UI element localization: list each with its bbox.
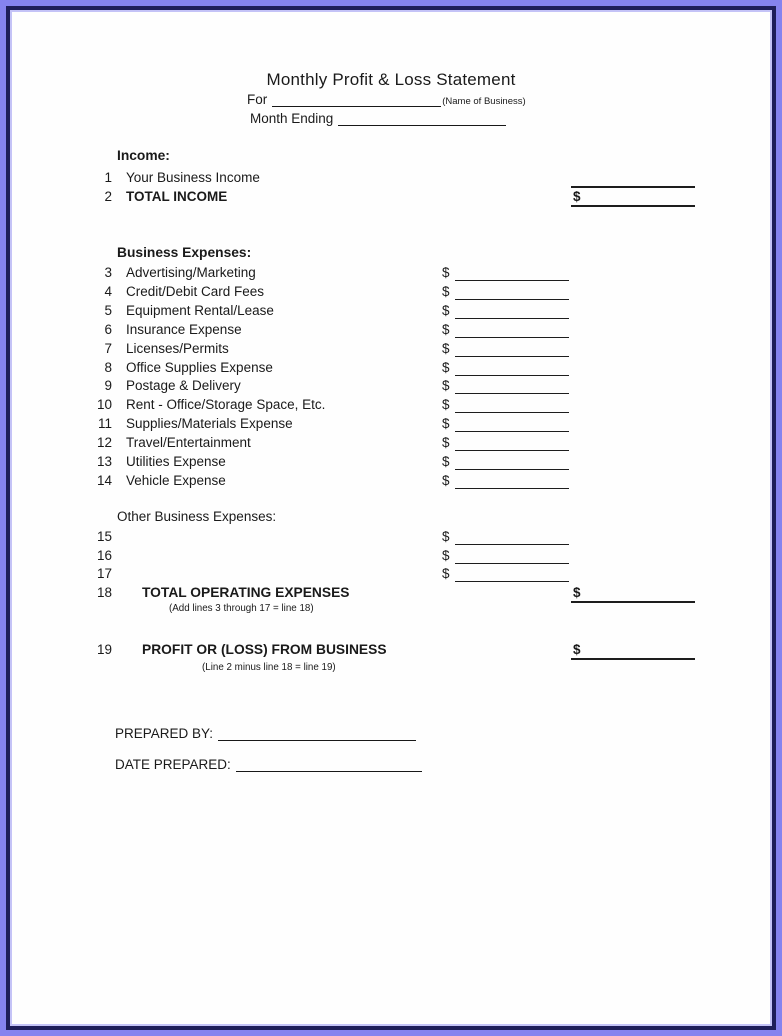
line-label: Travel/Entertainment bbox=[126, 435, 251, 450]
other-expense-amount-field[interactable] bbox=[455, 581, 569, 582]
for-label: For bbox=[247, 92, 268, 107]
dollar-sign: $ bbox=[573, 189, 581, 204]
dollar-sign: $ bbox=[442, 473, 450, 488]
prepared-by-label: PREPARED BY: bbox=[115, 726, 214, 741]
line-number: 13 bbox=[96, 454, 112, 469]
month-ending-label: Month Ending bbox=[250, 111, 334, 126]
line-number: 17 bbox=[96, 566, 112, 581]
dollar-sign: $ bbox=[442, 303, 450, 318]
other-expense-amount-field[interactable] bbox=[455, 563, 569, 564]
line-number: 11 bbox=[97, 416, 112, 431]
other-expense-row-15 bbox=[0, 528, 782, 545]
expense-row-4 bbox=[0, 283, 782, 300]
total-income-amount-field[interactable] bbox=[571, 188, 695, 207]
other-expense-row-17 bbox=[0, 565, 782, 582]
business-income-amount-field[interactable] bbox=[571, 169, 695, 188]
profit-or-loss-row bbox=[0, 641, 782, 658]
prepared-by-row bbox=[115, 724, 416, 741]
expense-amount-field[interactable] bbox=[455, 318, 569, 319]
expense-row-14 bbox=[0, 472, 782, 489]
dollar-sign: $ bbox=[442, 360, 450, 375]
month-ending-field[interactable] bbox=[338, 113, 506, 126]
expense-amount-field[interactable] bbox=[455, 431, 569, 432]
dollar-sign: $ bbox=[442, 378, 450, 393]
expense-amount-field[interactable] bbox=[455, 375, 569, 376]
line-number: 6 bbox=[104, 322, 112, 337]
line-number: 5 bbox=[104, 303, 112, 318]
page-title: Monthly Profit & Loss Statement bbox=[266, 70, 516, 89]
business-expenses-heading: Business Expenses: bbox=[117, 245, 252, 260]
line-number: 2 bbox=[104, 189, 112, 204]
line-number: 4 bbox=[104, 284, 112, 299]
line-number: 19 bbox=[96, 642, 112, 657]
expense-row-11 bbox=[0, 415, 782, 432]
line-number: 3 bbox=[104, 265, 112, 280]
dollar-sign: $ bbox=[442, 454, 450, 469]
month-ending-row bbox=[250, 111, 506, 126]
total-operating-expenses-row bbox=[0, 584, 782, 601]
total-operating-expenses-amount-field[interactable] bbox=[571, 584, 695, 603]
date-prepared-field[interactable] bbox=[236, 759, 422, 772]
dollar-sign: $ bbox=[573, 642, 581, 657]
business-name-field[interactable] bbox=[272, 94, 441, 107]
dollar-sign: $ bbox=[442, 529, 450, 544]
total-operating-expenses-label: TOTAL OPERATING EXPENSES bbox=[142, 585, 350, 600]
income-row-2 bbox=[0, 188, 782, 205]
dollar-sign: $ bbox=[442, 435, 450, 450]
business-name-row bbox=[247, 92, 526, 107]
line-number: 7 bbox=[104, 341, 112, 356]
line-label: Postage & Delivery bbox=[126, 378, 241, 393]
line-label: Credit/Debit Card Fees bbox=[126, 284, 265, 299]
line-label: Insurance Expense bbox=[126, 322, 242, 337]
expense-row-7 bbox=[0, 340, 782, 357]
total-income-label: TOTAL INCOME bbox=[126, 189, 228, 204]
line-number: 14 bbox=[96, 473, 112, 488]
other-expense-amount-field[interactable] bbox=[455, 544, 569, 545]
dollar-sign: $ bbox=[442, 397, 450, 412]
line-number: 12 bbox=[96, 435, 112, 450]
line-label: Rent - Office/Storage Space, Etc. bbox=[126, 397, 326, 412]
profit-or-loss-label: PROFIT OR (LOSS) FROM BUSINESS bbox=[142, 642, 387, 657]
income-row-1 bbox=[0, 169, 782, 186]
dollar-sign: $ bbox=[442, 284, 450, 299]
expense-amount-field[interactable] bbox=[455, 469, 569, 470]
line-number: 9 bbox=[104, 378, 112, 393]
expense-amount-field[interactable] bbox=[455, 488, 569, 489]
line-label: Office Supplies Expense bbox=[126, 360, 273, 375]
total-operating-note: (Add lines 3 through 17 = line 18) bbox=[169, 603, 314, 614]
expense-row-5 bbox=[0, 302, 782, 319]
dollar-sign: $ bbox=[442, 566, 450, 581]
dollar-sign: $ bbox=[442, 322, 450, 337]
expense-row-3 bbox=[0, 264, 782, 281]
line-number: 15 bbox=[96, 529, 112, 544]
dollar-sign: $ bbox=[573, 585, 581, 600]
profit-or-loss-note: (Line 2 minus line 18 = line 19) bbox=[202, 662, 336, 673]
name-of-business-note: (Name of Business) bbox=[442, 96, 526, 107]
other-expenses-heading: Other Business Expenses: bbox=[117, 509, 277, 524]
line-number: 1 bbox=[104, 170, 112, 185]
expense-amount-field[interactable] bbox=[455, 356, 569, 357]
dollar-sign: $ bbox=[442, 341, 450, 356]
date-prepared-label: DATE PREPARED: bbox=[115, 757, 231, 772]
other-expense-row-16 bbox=[0, 547, 782, 564]
profit-or-loss-amount-field[interactable] bbox=[571, 641, 695, 660]
expense-amount-field[interactable] bbox=[455, 450, 569, 451]
date-prepared-row bbox=[115, 755, 422, 772]
expense-amount-field[interactable] bbox=[455, 337, 569, 338]
line-label: Utilities Expense bbox=[126, 454, 226, 469]
line-label: Supplies/Materials Expense bbox=[126, 416, 293, 431]
line-label: Licenses/Permits bbox=[126, 341, 229, 356]
expense-row-13 bbox=[0, 453, 782, 470]
dollar-sign: $ bbox=[442, 416, 450, 431]
line-number: 18 bbox=[96, 585, 112, 600]
expense-amount-field[interactable] bbox=[455, 280, 569, 281]
prepared-by-field[interactable] bbox=[218, 728, 416, 741]
line-number: 16 bbox=[96, 548, 112, 563]
line-label: Your Business Income bbox=[126, 170, 260, 185]
line-number: 10 bbox=[96, 397, 112, 412]
expense-row-9 bbox=[0, 377, 782, 394]
expense-row-6 bbox=[0, 321, 782, 338]
expense-row-8 bbox=[0, 359, 782, 376]
line-label: Advertising/Marketing bbox=[126, 265, 256, 280]
expense-row-10 bbox=[0, 396, 782, 413]
income-heading: Income: bbox=[117, 148, 170, 163]
line-label: Equipment Rental/Lease bbox=[126, 303, 274, 318]
expense-amount-field[interactable] bbox=[455, 412, 569, 413]
expense-amount-field[interactable] bbox=[455, 393, 569, 394]
expense-row-12 bbox=[0, 434, 782, 451]
dollar-sign: $ bbox=[442, 265, 450, 280]
dollar-sign: $ bbox=[442, 548, 450, 563]
line-number: 8 bbox=[104, 360, 112, 375]
expense-amount-field[interactable] bbox=[455, 299, 569, 300]
line-label: Vehicle Expense bbox=[126, 473, 226, 488]
